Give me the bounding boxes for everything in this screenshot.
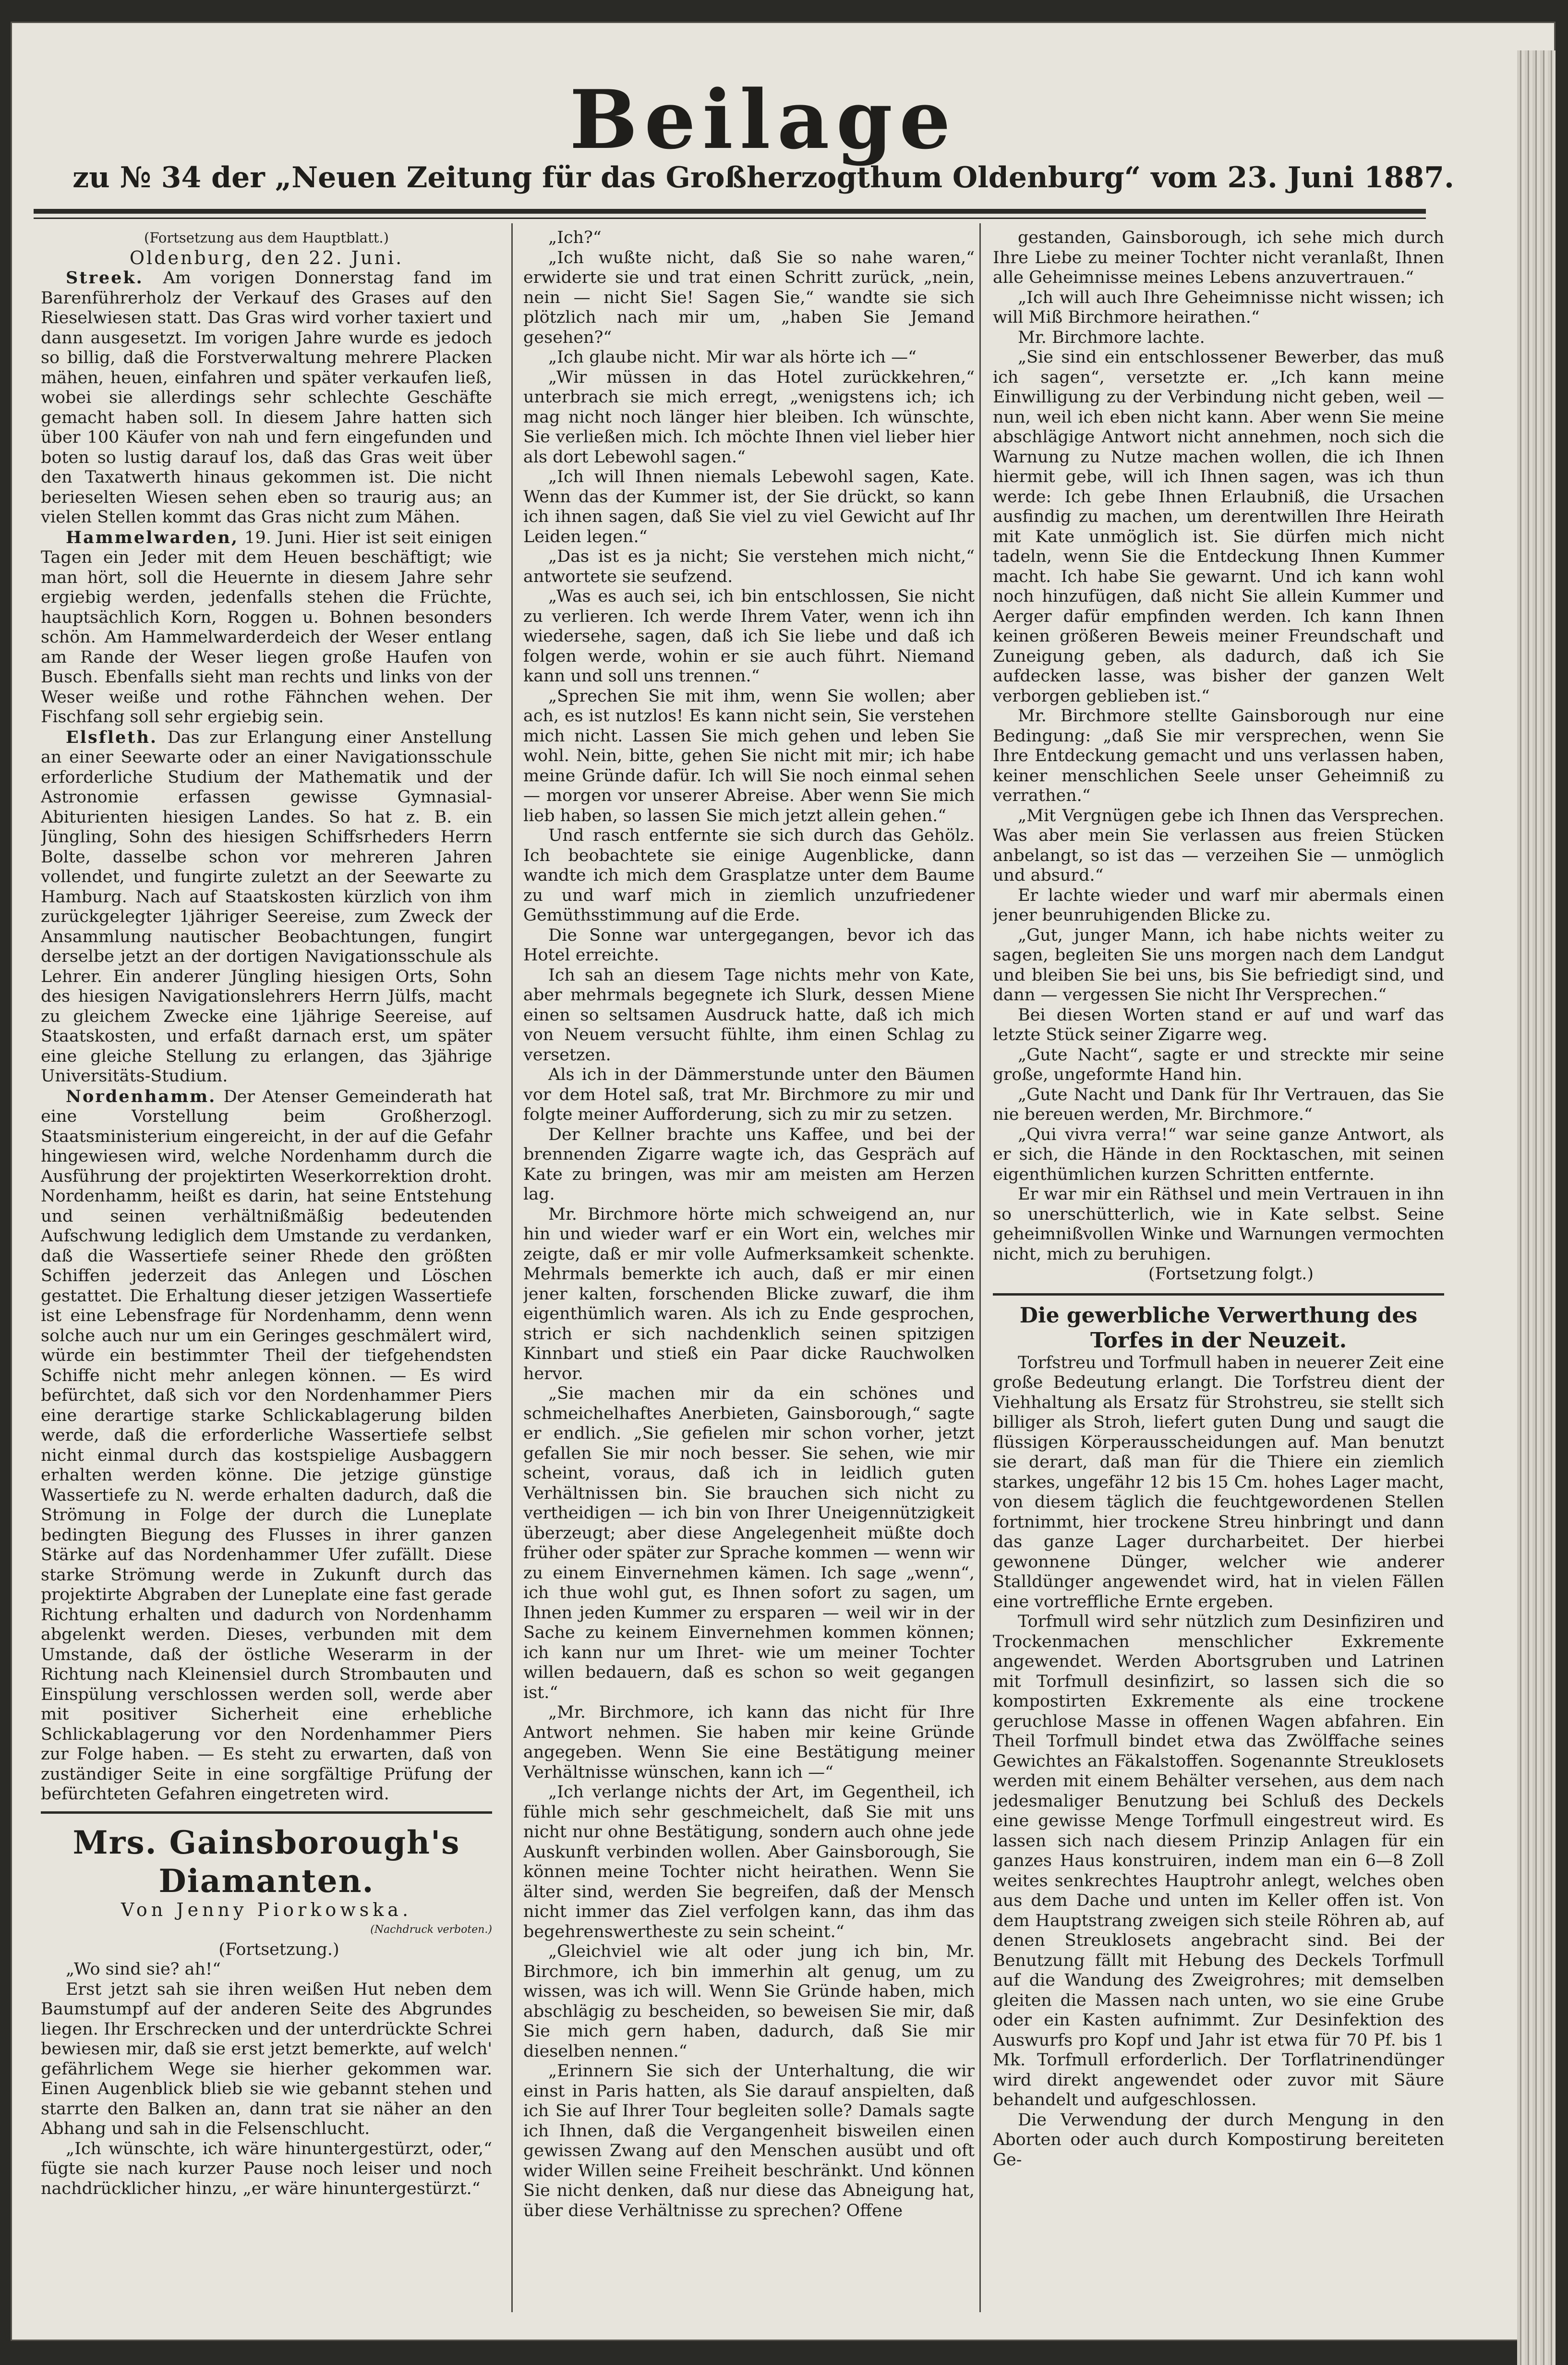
story-paragraph: „Das ist es ja nicht; Sie verstehen mich nicht,“ antwortete sie seufzend.	[523, 547, 975, 586]
masthead-title: Beilage	[569, 72, 957, 167]
news-text: Am vorigen Donnerstag fand im Barenführerholz der Verkauf des Grases auf den Rieselwiesen statt. Das Gras wird vorher taxiert und dann ausgesetzt. Im vorigen Jahre wurde es jedoch so billig, daß die Forstverwaltung mehrere Placken mähen, heuen, einfahren und später verkaufen ließ, wobei sie allerdings sehr schlechte Geschäfte gemacht haben soll. In diesem Jahre hatten sich über 100 Käufer von nah und fern eingefunden und boten so lustig darauf los, daß das Gras weit über den Taxatwerth hinaus gekommen ist. Die nicht berieselten Wiesen sehen eben so traurig aus; an vielen Stellen kommt das Gras nicht zum Mähen.	[41, 268, 492, 527]
story-paragraph: Der Kellner brachte uns Kaffee, und bei der brennenden Zigarre wagte ich, das Gespräch auf Kate zu bringen, was mir am meisten am Herzen lag.	[523, 1125, 975, 1204]
column-divider	[511, 223, 513, 2312]
story-paragraph: „Wo sind sie? ah!“	[66, 1960, 221, 1979]
story-paragraph: „Ich wünschte, ich wäre hinuntergestürzt, oder,“ fügte sie nach kurzer Pause noch leiser und noch nachdrücklicher hinzu, „er wäre hinuntergestürzt.“	[41, 2139, 492, 2198]
story-paragraph: „Sie machen mir da ein schönes und schmeichelhaftes Anerbieten, Gainsborough,“ sagte er endlich. „Sie gefielen mir schon vorher, jetzt gefallen Sie mir noch besser. Sie sehen, wie mir scheint, voraus, daß ich in leidlich guten Verhältnissen bin. Sie brauchen sich nicht zu vertheidigen — ich bin von Ihrer Uneigennützigkeit überzeugt; aber diese Angelegenheit müßte doch früher oder später zur Sprache kommen — wenn wir zu einem Einvernehmen kämen. Ich sage „wenn“, ich thue wohl gut, es Ihnen sofort zu sagen, um Ihnen jeden Kummer zu ersparen — weil wir in der Sache zu keinem Einvernehmen kommen können; ich kann nur um Ihret- wie um meiner Tochter willen bedauern, daß es schon so weit gegangen ist.“	[523, 1384, 975, 1702]
article-paragraph: Die Verwendung der durch Mengung in den Aborten oder auch durch Kompostirung bereiteten Ge-	[993, 2110, 1444, 2170]
continuation-note: (Fortsetzung aus dem Hauptblatt.)	[144, 230, 389, 246]
story-paragraph: Mr. Birchmore lachte.	[1018, 327, 1205, 347]
story-paragraph: Mr. Birchmore hörte mich schweigend an, nur hin und wieder warf er ein Wort ein, welches mir zeigte, daß er mir volle Aufmerksamkeit schenkte. Mehrmals bemerkte ich auch, daß er mir einen jener kalten, forschenden Blicke zuwarf, die ihm eigenthümlich waren. Als ich zu Ende gesprochen, strich er sich nachdenklich seinen spitzigen Kinnbart und stieß ein Paar dicke Rauchwolken hervor.	[523, 1204, 975, 1383]
news-item	[41, 728, 492, 1087]
story-title: Mrs. Gainsborough's Diamanten.	[41, 1811, 492, 1900]
column-3	[993, 228, 1444, 2170]
news-head: Nordenhamm.	[66, 1086, 217, 1106]
story-paragraph: Bei diesen Worten stand er auf und warf das letzte Stück seiner Zigarre weg.	[993, 1005, 1444, 1044]
article-paragraph: Torfstreu und Torfmull haben in neuerer Zeit eine große Bedeutung erlangt. Die Torfstreu dient der Viehhaltung als Ersatz für Strohstreu, sie stellt sich billiger als Stroh, liefert guten Dung und saugt die flüssigen Körperausscheidungen auf. Man benutzt sie derart, daß man für die Thiere ein ziemlich starkes, ungefähr 12 bis 15 Cm. hohes Lager macht, von diesem täglich die feuchtgewordenen Stellen fortnimmt, hier trockene Streu hinbringt und dann das ganze Lager durcharbeitet. Der hierbei gewonnene Dünger, welcher wie anderer Stalldünger angewendet wird, hat in vielen Fällen eine vortreffliche Ernte ergeben.	[993, 1353, 1444, 1612]
story-paragraph: Er war mir ein Räthsel und mein Vertrauen in ihn so unerschütterlich, wie in Kate selbst. Seine geheimnißvollen Winke und Warnungen vermochten nicht, mich zu beruhigen.	[993, 1185, 1444, 1264]
story-paragraph: „Ich will Ihnen niemals Lebewohl sagen, Kate. Wenn das der Kummer ist, der Sie drückt, so kann ich ihnen sagen, daß Sie viel zu viel Gewicht auf Ihr Leiden legen.“	[523, 467, 975, 546]
reprint-notice: (Nachdruck verboten.)	[370, 1924, 492, 1936]
dateline: Oldenburg, den 22. Juni.	[129, 247, 404, 268]
story-paragraph: „Gute Nacht und Dank für Ihr Vertrauen, das Sie nie bereuen werden, Mr. Birchmore.“	[993, 1085, 1444, 1124]
story-paragraph: „Ich will auch Ihre Geheimnisse nicht wissen; ich will Miß Birchmore heirathen.“	[993, 288, 1444, 327]
story-paragraph: „Gute Nacht“, sagte er und streckte mir seine große, ungeformte Hand hin.	[993, 1045, 1444, 1084]
story-paragraph: „Wir müssen in das Hotel zurückkehren,“ unterbrach sie mich erregt, „wenigstens ich; ich mag nicht noch länger hier bleiben. Ich wünschte, Sie verließen mich. Ich möchte Ihnen viel lieber hier als dort Lebewohl sagen.“	[523, 367, 975, 467]
story-paragraph: Als ich in der Dämmerstunde unter den Bäumen vor dem Hotel saß, trat Mr. Birchmore zu mir und folgte meiner Aufforderung, sich zu mir zu setzen.	[523, 1065, 975, 1124]
news-text: 19. Juni. Hier ist seit einigen Tagen ein Jeder mit dem Heuen beschäftigt; wie man hört, soll die Heuernte in diesem Jahre sehr ergiebig werden, jedenfalls stehen die Früchte, hauptsächlich Korn, Roggen u. Bohnen besonders schön. Am Hammelwarderdeich der Weser entlang am Rande der Weser liegen große Haufen von Busch. Ebenfalls sieht man rechts und links von der Weser weiße und rothe Fähnchen wehen. Der Fischfang soll sehr ergiebig sein.	[41, 528, 492, 727]
story-paragraph: Mr. Birchmore stellte Gainsborough nur eine Bedingung: „daß Sie mir versprechen, wenn Sie Ihre Entdeckung gemacht und uns verlassen haben, keiner menschlichen Seele unser Geheimniß zu verrathen.“	[993, 706, 1444, 805]
masthead-rule-thin	[34, 218, 1426, 219]
story-paragraph: „Gleichviel wie alt oder jung ich bin, Mr. Birchmore, ich bin immerhin alt genug, um zu wissen, was ich will. Wenn Sie Gründe haben, mich abschlägig zu bescheiden, so beweisen Sie mir, daß Sie mich gern haben, dadurch, daß Sie mir dieselben nennen.“	[523, 1942, 975, 2061]
story-paragraph: „Ich verlange nichts der Art, im Gegentheil, ich fühle mich sehr geschmeichelt, daß Sie mit uns nicht nur ohne Bestätigung, sondern auch ohne jede Auskunft verbinden wollen. Aber Gainsborough, Sie können meine Tochter nicht heirathen. Wenn Sie älter sind, werden Sie begreifen, daß der Mensch nicht immer das Ziel verfolgen kann, das ihm das begehrenswertheste zu sein scheint.“	[523, 1783, 975, 1941]
story-paragraph: „Ich wußte nicht, daß Sie so nahe waren,“ erwiderte sie und trat einen Schritt zurück, „nein, nein — nicht Sie! Sagen Sie,“ wandte sie sich plötzlich nach mir um, „haben Sie Jemand gesehen?“	[523, 248, 975, 347]
story-paragraph: Und rasch entfernte sie sich durch das Gehölz. Ich beobachtete sie einige Augenblicke, dann wandte ich mich dem Grasplatze unter dem Baume zu und warf mich in ziemlich unzufriedener Gemüthsstimmung auf die Erde.	[523, 826, 975, 925]
story-paragraph: „Ich glaube nicht. Mir war als hörte ich —“	[548, 348, 917, 367]
masthead-rule	[34, 209, 1426, 214]
news-text: Der Atenser Gemeinderath hat eine Vorstellung beim Großherzogl. Staatsministerium eingereicht, in der auf die Gefahr hingewiesen wird, welche Nordenhamm durch die Ausführung der projektirten Weserkorrektion droht. Nordenhamm, heißt es darin, hat seine Entstehung und seinen verhältnißmäßig bedeutenden Aufschwung lediglich dem Umstande zu verdanken, daß die Wassertiefe seiner Rhede den größten Schiffen jederzeit das Anlegen und Löschen gestattet. Die Erhaltung dieser jetzigen Wassertiefe ist eine Lebensfrage für Nordenhamm, denn wenn solche auch nur um ein Geringes geschmälert wird, würde ein bestimmter Theil der tiefgehendsten Schiffe nicht mehr anlegen können. — Es wird befürchtet, daß sich vor den Nordenhammer Piers eine derartige starke Schlickablagerung bilden werde, daß die erforderliche Wassertiefe selbst nicht einmal durch das kostspielige Ausbaggern erhalten werden könne. Die jetzige günstige Wassertiefe zu N. werde erhalten dadurch, daß die Strömung in Folge der durch die Luneplate bedingten Biegung des Flusses in ihrer ganzen Stärke auf das Nordenhammer Ufer zufällt. Diese starke Strömung werde in Zukunft durch das projektirte Abgraben der Luneplate eine fast gerade Richtung erhalten und dadurch von Nordenhamm abgelenkt werden. Dieses, verbunden mit dem Umstande, daß der östliche Weserarm in der Richtung nach Kleinensiel durch Strombauten und Einspülung verschlossen werden soll, werde aber mit positiver Sicherheit eine erhebliche Schlickablagerung vor den Nordenhammer Piers zur Folge haben. — Es steht zu erwarten, daß von zuständiger Seite in eine sorgfältige Prüfung der befürchteten Gefahren eingetreten wird.	[41, 1087, 492, 1804]
story-paragraph: „Gut, junger Mann, ich habe nichts weiter zu sagen, begleiten Sie uns morgen nach dem Landgut und bleiben Sie bei uns, bis Sie befriedigt sind, und dann — vergessen Sie nicht Ihr Versprechen.“	[993, 925, 1444, 1005]
story-paragraph: gestanden, Gainsborough, ich sehe mich durch Ihre Liebe zu meiner Tochter nicht veranlaßt, Ihnen alle Geheimnisse meines Lebens anzuvertrauen.“	[993, 228, 1444, 287]
story-paragraph: „Erinnern Sie sich der Unterhaltung, die wir einst in Paris hatten, als Sie darauf anspielten, daß ich Sie auf Ihrer Tour begleiten solle? Damals sagte ich Ihnen, daß die Vergangenheit bisweilen einen gewissen Zwang auf den Menschen ausübt und oft wider Willen seine Freiheit beschränkt. Und können Sie nicht denken, daß nur diese das Abneigung hat, über diese Verhältnisse zu sprechen? Offene	[523, 2062, 975, 2220]
news-item	[41, 528, 492, 728]
story-continuation: (Fortsetzung.)	[218, 1940, 339, 1959]
masthead-subtitle: zu № 34 der „Neuen Zeitung für das Großherzogthum Oldenburg“ vom 23. Juni 1887.	[72, 161, 1454, 194]
news-item	[41, 268, 492, 528]
story-paragraph: „Qui vivra verra!“ war seine ganze Antwort, als er sich, die Hände in den Rocktaschen, mit seinen eigenthümlichen kurzen Schritten entfernte.	[993, 1125, 1444, 1184]
story-author: Von Jenny Piorkowska.	[121, 1899, 412, 1920]
column-2	[523, 228, 975, 2221]
story-paragraph: „Was es auch sei, ich bin entschlossen, Sie nicht zu verlieren. Ich werde Ihrem Vater, wenn ich ihn wiedersehe, sagen, daß ich Sie liebe und daß ich folgen werde, wohin er sie auch führt. Niemand kann und soll uns trennen.“	[523, 587, 975, 686]
story-paragraph: Er lachte wieder und warf mir abermals einen jener beunruhigenden Blicke zu.	[993, 885, 1444, 925]
article-paragraph: Torfmull wird sehr nützlich zum Desinfiziren und Trockenmachen menschlicher Exkremente angewendet. Werden Abortsgruben und Latrinen mit Torfmull desinfizirt, so lassen sich die so kompostirten Exkremente als eine trockene geruchlose Masse in offenen Wagen abfahren. Ein Theil Torfmull bindet etwa das Zwölffache seines Gewichtes an Fäkalstoffen. Sogenannte Streuklosets werden mit einem Behälter versehen, aus dem nach jedesmaliger Benutzung bei Schluß des Deckels eine gewisse Menge Torfmull eingestreut wird. Es lassen sich nach diesem Prinzip Anlagen für ein ganzes Haus konstruiren, indem man ein 6—8 Zoll weites senkrechtes Hauptrohr anlegt, welches oben aus dem Dache und unten im Keller offen ist. Von dem Hauptstrang zweigen sich steile Röhren ab, auf denen Streuklosets angebracht sind. Bei der Benutzung fällt mit Hebung des Deckels Torfmull auf die Wandung des Zweigrohres; mit demselben gleiten die Massen nach unten, wo sie eine Grube oder ein Kasten aufnimmt. Zur Desinfektion des Auswurfs pro Kopf und Jahr ist etwa für 70 Pf. bis 1 Mk. Torfmull erforderlich. Der Torflatrinendünger wird direkt angewendet oder zuvor mit Säure behandelt und aufgeschlossen.	[993, 1612, 1444, 2110]
news-head: Elsfleth.	[66, 727, 158, 747]
column-divider	[979, 223, 981, 2312]
story-paragraph: Erst jetzt sah sie ihren weißen Hut neben dem Baumstumpf auf der anderen Seite des Abgrundes liegen. Ihr Erschrecken und der unterdrückte Schrei bewiesen mir, daß sie erst jetzt bemerkte, auf welch' gefährlichem Wege sie hierher gekommen war. Einen Augenblick blieb sie wie gebannt stehen und starrte den Balken an, dann trat sie näher an den Abhang und sah in die Felsenschlucht.	[41, 1979, 492, 2138]
story-paragraph: „Mit Vergnügen gebe ich Ihnen das Versprechen. Was aber mein Sie verlassen aus freien Stücken anbelangt, so ist das — verzeihen Sie — unmöglich und absurd.“	[993, 806, 1444, 885]
news-head: Hammelwarden,	[66, 527, 239, 547]
column-1	[41, 228, 492, 2199]
article-title: Die gewerbliche Verwerthung des Torfes in der Neuzeit.	[993, 1293, 1444, 1353]
news-text: Das zur Erlangung einer Anstellung an einer Seewarte oder an einer Navigationsschule erforderliche Studium der Mathematik und der Astronomie erfassen gewisse Gymnasial-Abiturienten hiesigen Landes. So hat z. B. ein Jüngling, Sohn des hiesigen Schiffsrheders Herrn Bolte, dasselbe schon vor mehreren Jahren vollendet, und fungirte zuletzt an der Seewarte zu Hamburg. Nach auf Staatskosten kürzlich von ihm zurückgelegter 1jähriger Seereise, zum Zweck der Ansammlung nautischer Beobachtungen, fungirt derselbe jetzt an der dortigen Navigationsschule als Lehrer. Ein anderer Jüngling hiesigen Orts, Sohn des hiesigen Navigationslehrers Herrn Jülfs, macht zu gleichem Zwecke eine 1jährige Seereise, auf Staatskosten, und erfaßt darnach erst, um später eine gleiche Stellung zu erlangen, das 3jährige Universitäts-Studium.	[41, 728, 492, 1086]
page-stack-edge	[1517, 50, 1556, 2365]
story-paragraph: Die Sonne war untergegangen, bevor ich das Hotel erreichte.	[523, 925, 975, 965]
story-paragraph: „Sie sind ein entschlossener Bewerber, das muß ich sagen“, versetzte er. „Ich kann meine Einwilligung zu der Verbindung nicht geben, weil — nun, weil ich eben nicht kann. Aber wenn Sie meine abschlägige Antwort nicht annehmen, noch sich die Warnung zu Nutze machen wollen, die ich Ihnen hiermit gebe, will ich Ihnen sagen, was ich thun werde: Ich gebe Ihnen Erlaubniß, die Ursachen ausfindig zu machen, um derentwillen Ihre Heirath mit Kate unmöglich ist. Sie dürfen mich nicht tadeln, wenn Sie die Entdeckung Ihnen Kummer macht. Ich habe Sie gewarnt. Und ich kann wohl noch hinzufügen, daß nicht Sie allein Kummer und Aerger dafür empfinden werden. Ich kann Ihnen keinen größeren Beweis meiner Freundschaft und Zuneigung geben, als dadurch, daß ich Sie aufdecken lasse, was bisher der ganzen Welt verborgen geblieben ist.“	[993, 348, 1444, 706]
story-paragraph: Ich sah an diesem Tage nichts mehr von Kate, aber mehrmals begegnete ich Slurk, dessen Miene einen so seltsamen Ausdruck hatte, daß ich mich von Neuem versucht fühlte, ihm einen Schlag zu versetzen.	[523, 965, 975, 1065]
news-item	[41, 1087, 492, 1805]
news-head: Streek.	[66, 268, 144, 288]
story-paragraph: „Mr. Birchmore, ich kann das nicht für Ihre Antwort nehmen. Sie haben mir keine Gründe angegeben. Wenn Sie eine Bestätigung meiner Verhältnisse wünschen, kann ich —“	[523, 1703, 975, 1782]
story-paragraph: „Sprechen Sie mit ihm, wenn Sie wollen; aber ach, es ist nutzlos! Es kann nicht sein, Sie verstehen mich nicht. Lassen Sie mich gehen und leben Sie wohl. Nein, bitte, gehen Sie nicht mit mir; ich habe meine Gründe dafür. Ich will Sie noch einmal sehen — morgen vor unserer Abreise. Aber wenn Sie mich lieb haben, so lassen Sie mich jetzt allein gehen.“	[523, 686, 975, 825]
story-paragraph: „Ich?“	[548, 228, 602, 247]
to-be-continued: (Fortsetzung folgt.)	[1148, 1264, 1314, 1284]
